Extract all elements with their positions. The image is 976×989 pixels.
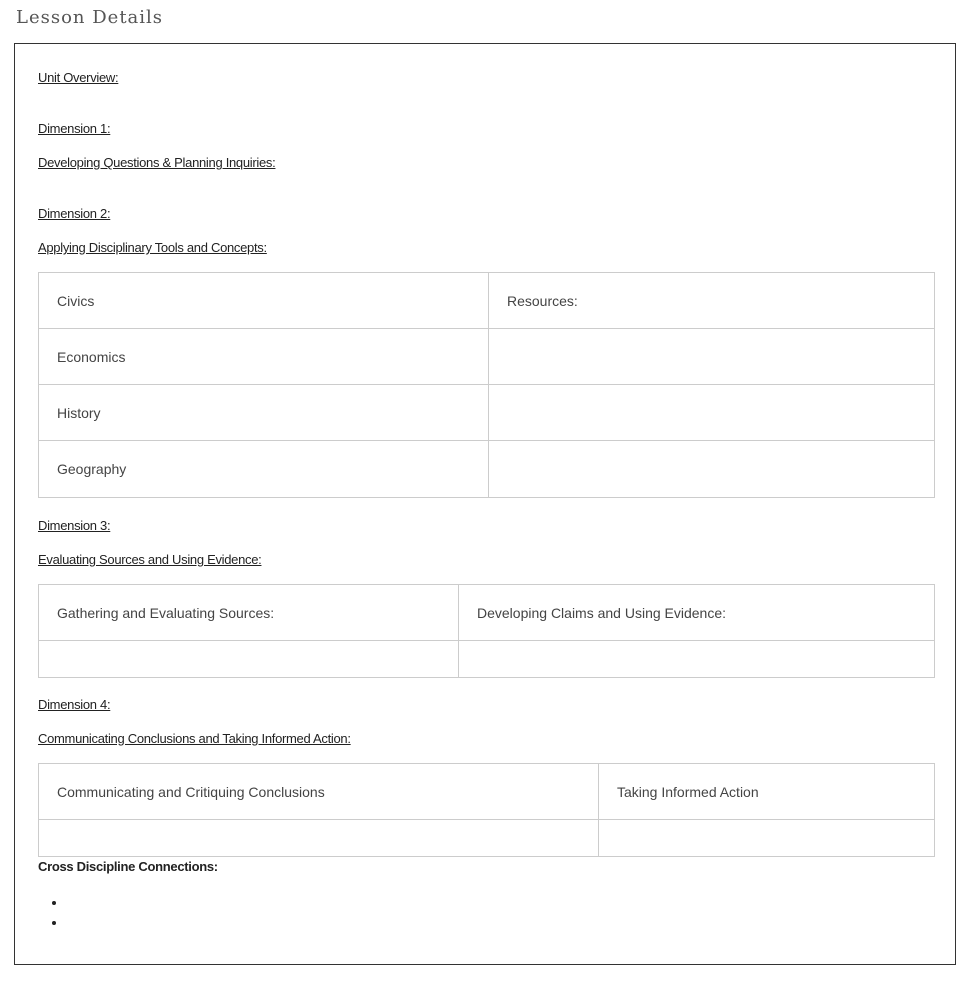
- table-cell: History: [39, 385, 489, 441]
- table-cell: [489, 441, 935, 498]
- lesson-details-box: [14, 43, 956, 965]
- table-cell: Resources:: [489, 273, 935, 329]
- table-cell: Civics: [39, 273, 489, 329]
- dimension-4-subtitle: Communicating Conclusions and Taking Informed Action:: [38, 731, 351, 746]
- dimension-3-subtitle: Evaluating Sources and Using Evidence:: [38, 552, 262, 567]
- page-title: Lesson Details: [16, 7, 164, 28]
- table-row: [39, 764, 935, 820]
- dimension-2-subtitle: Applying Disciplinary Tools and Concepts:: [38, 240, 267, 255]
- table-row: [39, 585, 935, 641]
- dimension-1-heading: Dimension 1:: [38, 121, 111, 136]
- dimension-4-heading: Dimension 4:: [38, 697, 111, 712]
- table-cell: Taking Informed Action: [599, 764, 935, 820]
- table-row: [39, 820, 935, 857]
- table-cell: Developing Claims and Using Evidence:: [459, 585, 935, 641]
- table-row: [39, 273, 935, 329]
- table-cell: [39, 641, 459, 678]
- table-row: [39, 329, 935, 385]
- table-row: [39, 641, 935, 678]
- table-cell: [599, 820, 935, 857]
- dimension-2-table: [38, 272, 935, 498]
- dimension-4-table: [38, 763, 935, 857]
- table-cell: [489, 385, 935, 441]
- table-cell: Communicating and Critiquing Conclusions: [39, 764, 599, 820]
- unit-overview-heading: Unit Overview:: [38, 70, 119, 85]
- dimension-3-table: [38, 584, 935, 678]
- table-row: [39, 385, 935, 441]
- dimension-3-heading: Dimension 3:: [38, 518, 111, 533]
- table-cell: Economics: [39, 329, 489, 385]
- cross-discipline-list: [38, 894, 52, 934]
- table-cell: [459, 641, 935, 678]
- table-cell: Geography: [39, 441, 489, 498]
- dimension-2-heading: Dimension 2:: [38, 206, 111, 221]
- table-cell: [489, 329, 935, 385]
- cross-discipline-heading: Cross Discipline Connections:: [38, 859, 218, 874]
- table-row: [39, 441, 935, 498]
- table-cell: Gathering and Evaluating Sources:: [39, 585, 459, 641]
- dimension-1-subtitle: Developing Questions & Planning Inquiries:: [38, 155, 276, 170]
- table-cell: [39, 820, 599, 857]
